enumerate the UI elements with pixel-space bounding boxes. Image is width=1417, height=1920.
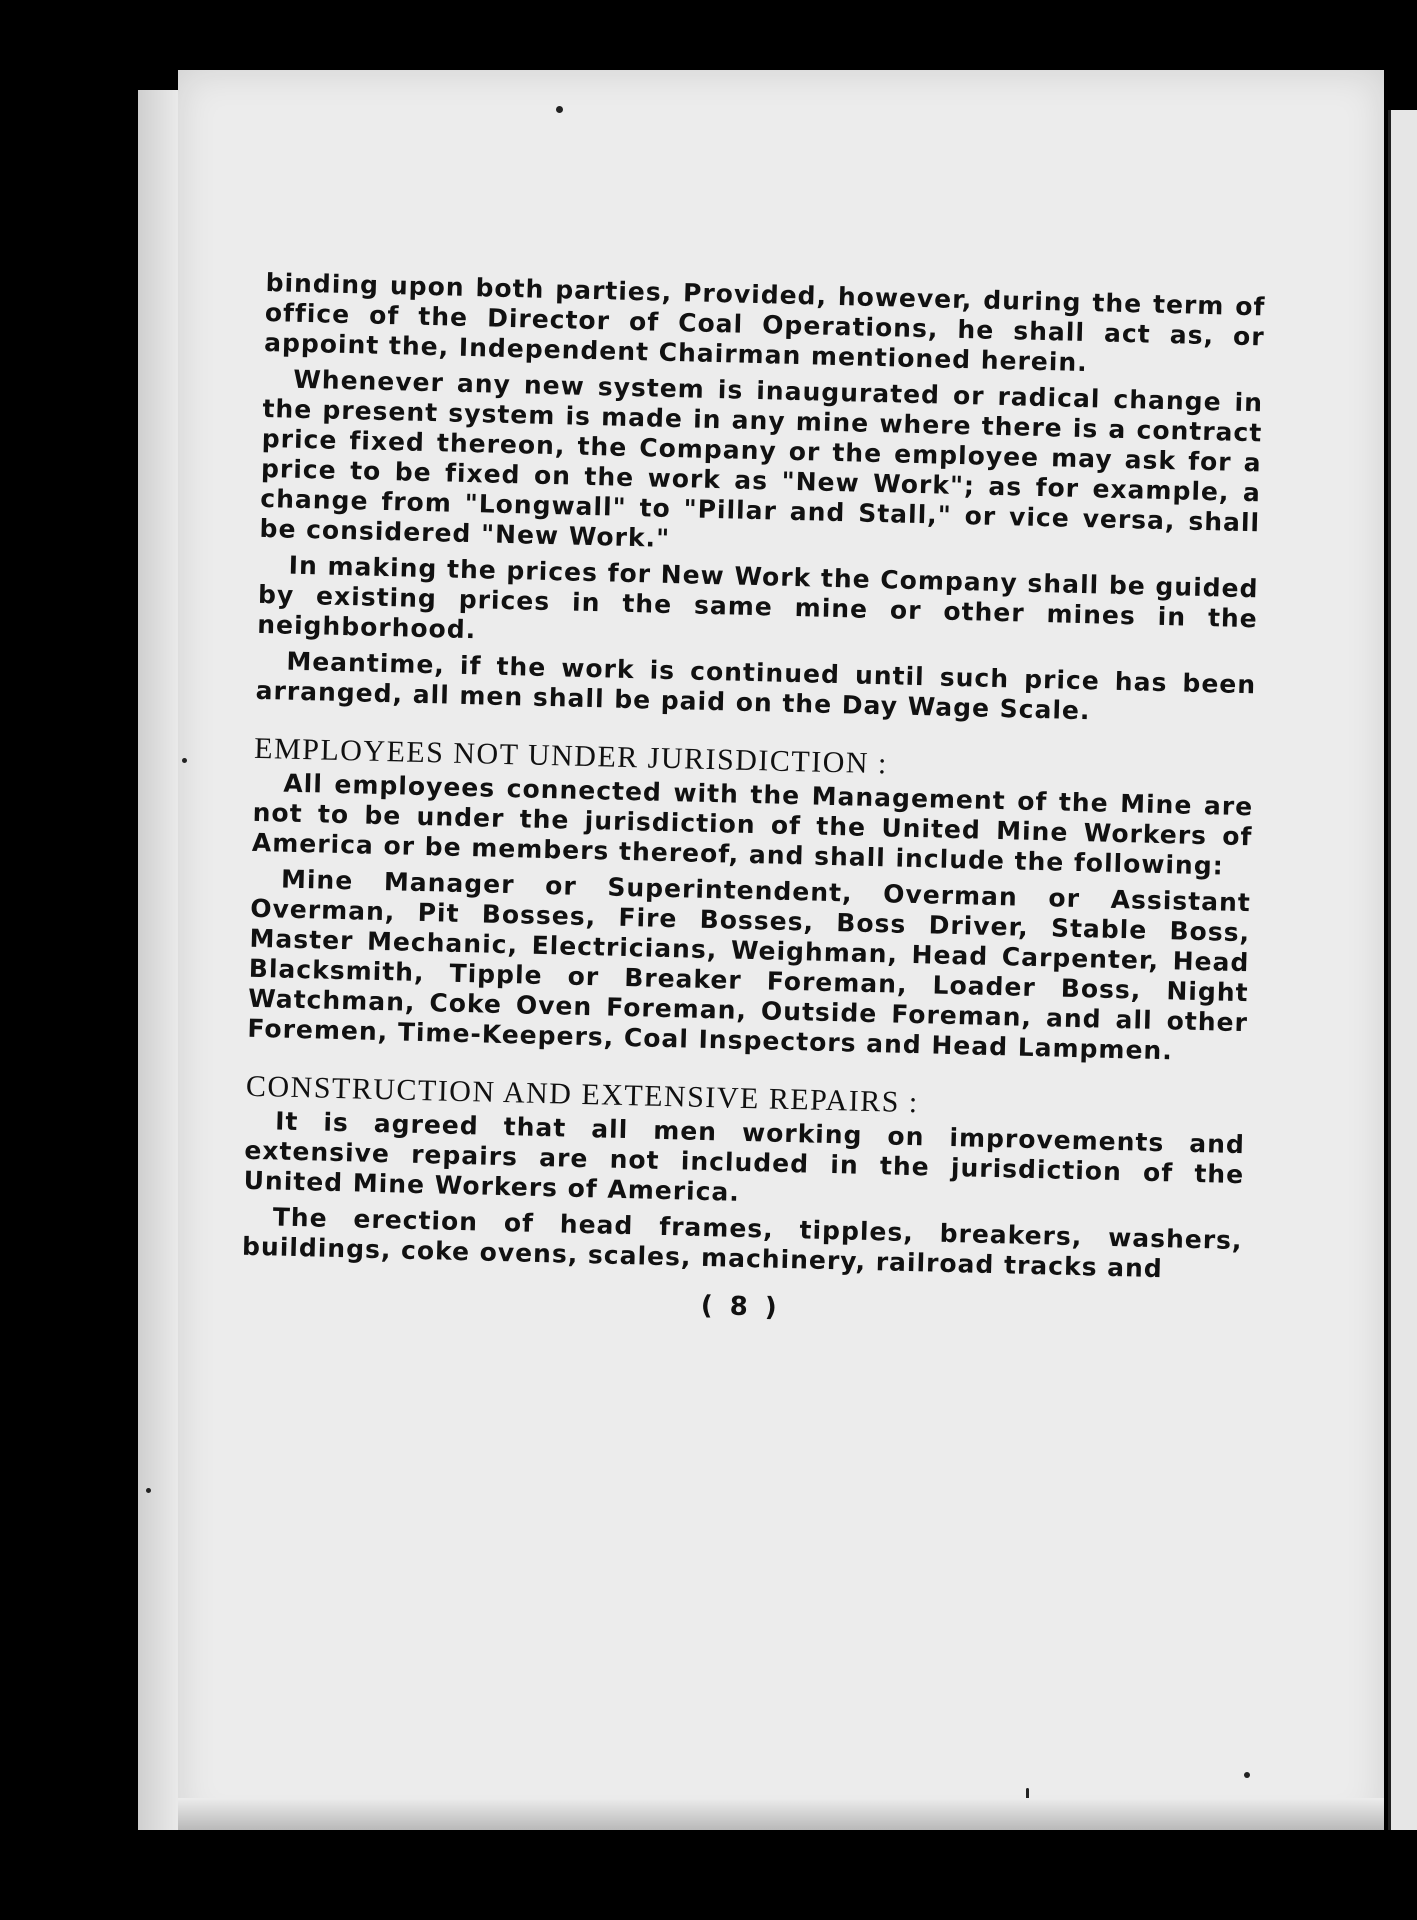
scan-speck <box>182 758 187 763</box>
paragraph-erection: The erection of head frames, tipples, breakers, washers, buildings, coke ovens, scales, machinery, railroad tracks and <box>241 1202 1243 1284</box>
paragraph-new-work-prices: In making the prices for New Work the Company shall be guided by existing prices in the same mine or other mines in the neighborhood. <box>256 550 1259 645</box>
document-page <box>178 70 1384 1830</box>
paragraph-new-system: Whenever any new system is inaugurated or radical change in the present system is made in any mine where there is a contract price fixed thereon, the Company or the employee may ask for a price to be fixed on the work as "New Work"; as for example, a change from "Longwall" to "Pillar and Stall," or vice versa, shall be considered "New Work." <box>259 364 1264 553</box>
paragraph-improvements: It is agreed that all men working on improvements and extensive repairs are not included in the jurisdiction of the United Mine Workers of America. <box>243 1106 1246 1207</box>
page-number: ( 8 ) <box>700 1290 782 1323</box>
heading-employees-not-under-jurisdiction: EMPLOYEES NOT UNDER JURISDICTION : <box>253 731 889 781</box>
scan-speck <box>1244 1772 1250 1778</box>
scan-speck <box>146 1488 151 1493</box>
paragraph-meantime: Meantime, if the work is continued until such price has been arranged, all men shall be paid on the Day Wage Scale. <box>255 646 1257 726</box>
paragraph-employee-list: Mine Manager or Superintendent, Overman or Assistant Overman, Pit Bosses, Fire Bosses, Boss Driver, Stable Boss, Master Mechanic, Electricians, Weighman, Head Carpenter, Head Blacksmith, Tipple or Breaker Foreman, Loader Boss, Night Watchman, Coke Oven Foreman, Outside Foreman, and all other Foremen, Time-Keepers, Coal Inspectors and Head Lampmen. <box>247 864 1252 1066</box>
scan-speck <box>556 106 563 113</box>
heading-construction-repairs: CONSTRUCTION AND EXTENSIVE REPAIRS : <box>245 1069 920 1120</box>
page-bottom-edge <box>178 1798 1384 1830</box>
page-text <box>241 268 1266 1334</box>
paragraph-binding: binding upon both parties, Provided, however, during the term of office of the Director of Coal Operations, he shall act as, or appoint the, Independent Chairman mentioned herein. <box>263 268 1266 378</box>
paragraph-management-employees: All employees connected with the Management of the Mine are not to be under the jurisdiction of the United Mine Workers of America or be members thereof, and shall include the following: <box>251 768 1254 881</box>
adjacent-page-edge-right <box>1388 110 1417 1830</box>
